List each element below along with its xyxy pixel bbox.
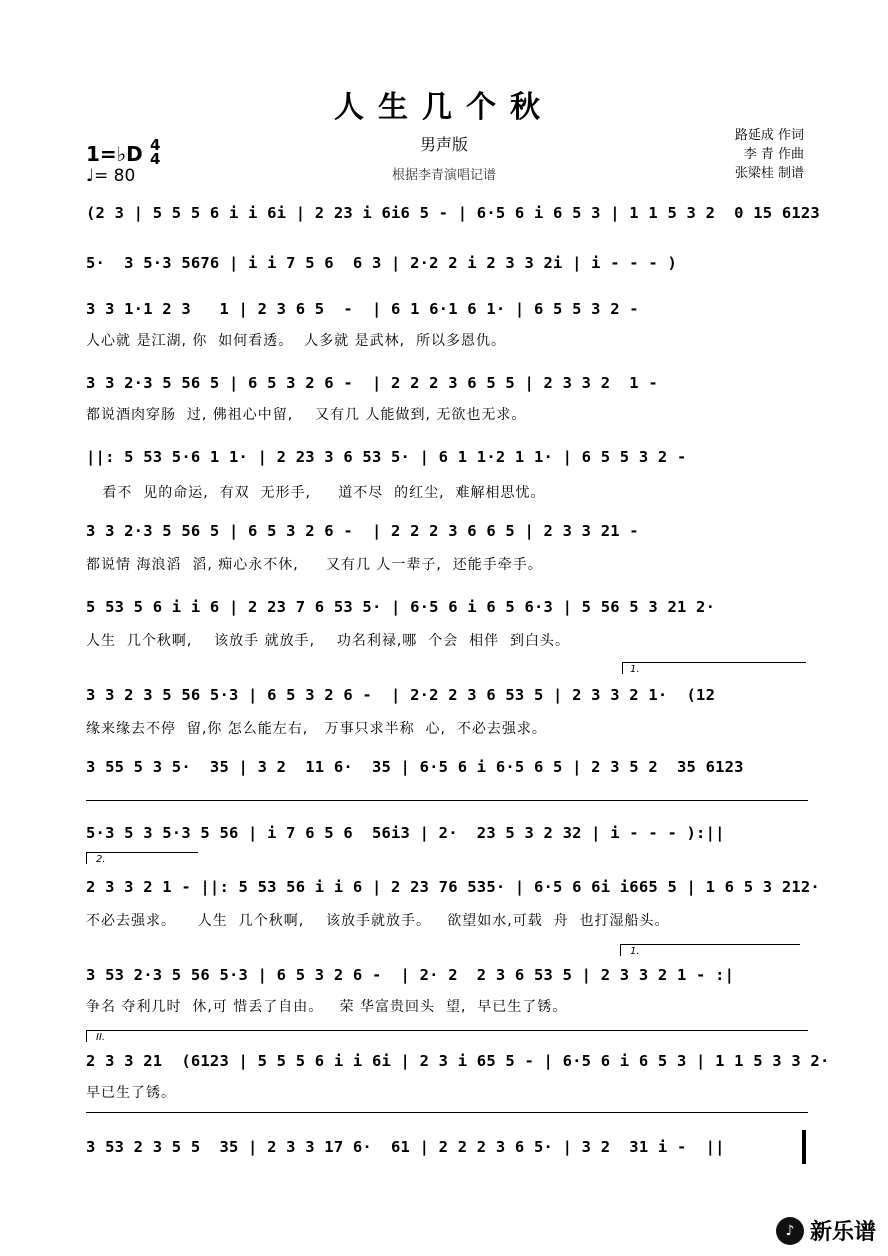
volta-bracket [620,944,800,945]
section-rule [86,800,808,801]
notation-line: 3 3 1·1 2 3 1 | 2 3 6 5 - | 6 1 6·1 6 1· | 6 5 5 3 2 - [86,300,639,318]
version-label: 男声版 [419,135,468,154]
notation-line: 5 53 5 6 i i 6 | 2 23 7 6 53 5· | 6·5 6 i 6 5 6·3 | 5 56 5 3 21 2· [86,598,716,616]
notation-line: (2 3 | 5 5 5 6 i i 6i | 2 23 i 6i6 5 - | 6·5 6 i 6 5 3 | 1 1 5 3 2 0 15 6123 [86,204,820,222]
lyric-line: 都说酒肉穿肠 过, 佛祖心中留, 又有几 人能做到, 无欲也无求。 [86,407,527,423]
volta-tick [86,1030,87,1042]
music-disc-icon: ♪ [776,1217,804,1245]
volta-tick [620,944,621,956]
volta-number: 2. [96,854,106,865]
watermark-text: 新乐谱 [809,1220,876,1245]
lyricist-credit: 路延成 作词 [734,128,804,143]
lyric-line: 人心就 是江湖, 你 如何看透。 人多就 是武林, 所以多恩仇。 [86,333,506,349]
volta-number: 1. [630,664,640,675]
watermark-logo [776,1215,876,1246]
section-rule [86,1112,808,1113]
lyric-line: 早已生了锈。 [86,1085,176,1101]
notation-line: 2 3 3 2 1 - ||: 5 53 56 i i 6 | 2 23 76 535· | 6·5 6 6i i665 5 | 1 6 5 3 212· [86,878,820,896]
volta-bracket [622,662,806,663]
lyric-line: 看不 见的命运, 有双 无形手, 道不尽 的红尘, 难解相思忧。 [86,485,546,501]
song-title: 人生几个秋 [334,90,554,125]
lyric-line: 不必去强求。 人生 几个秋啊, 该放手就放手。 欲望如水,可载 舟 也打湿船头。 [86,913,670,929]
notation-line: 5· 3 5·3 5676 | i i 7 5 6 6 3 | 2·2 2 i 2 3 3 2i | i - - - ) [86,254,677,272]
tempo-marking: ♩= 80 [86,166,136,186]
credits [735,126,804,183]
notation-line: 3 3 2·3 5 56 5 | 6 5 3 2 6 - | 2 2 2 3 6 5 5 | 2 3 3 2 1 - [86,374,658,392]
time-sig-bottom: 4 [150,150,161,168]
key-signature: 1=♭D [86,142,143,166]
volta-number: 1. [630,946,640,957]
arranger-credit: 张梁桂 制谱 [734,166,804,181]
volta-tick [622,662,623,674]
notation-line: 3 3 2 3 5 56 5·3 | 6 5 3 2 6 - | 2·2 2 3 6 53 5 | 2 3 3 2 1· (12 [86,686,716,704]
notation-line: 3 53 2·3 5 56 5·3 | 6 5 3 2 6 - | 2· 2 2 3 6 53 5 | 2 3 3 2 1 - :| [86,966,735,984]
source-note: 根据李青演唱记谱 [391,168,496,183]
volta-tick [86,852,87,864]
notation-line: 2 3 3 21 (6123 | 5 5 5 6 i i 6i | 2 3 i 65 5 - | 6·5 6 i 6 5 3 | 1 1 5 3 3 2· [86,1052,830,1070]
volta-bracket [86,1030,808,1031]
notation-line: 5·3 5 3 5·3 5 56 | i 7 6 5 6 56i3 | 2· 23 5 3 2 32 | i - - - ):|| [86,824,725,842]
notation-line: ||: 5 53 5·6 1 1· | 2 23 3 6 53 5· | 6 1 1·2 1 1· | 6 5 5 3 2 - [86,448,687,466]
notation-line: 3 55 5 3 5· 35 | 3 2 11 6· 35 | 6·5 6 i 6·5 6 5 | 2 3 5 2 35 6123 [86,758,744,776]
time-sig-top: 4 [150,136,161,154]
lyric-line: 缘来缘去不停 留,你 怎么能左右, 万事只求半称 心, 不必去强求。 [86,721,547,737]
final-barline [802,1130,806,1164]
lyric-line: 人生 几个秋啊, 该放手 就放手, 功名利禄,哪 个会 相伴 到白头。 [86,633,571,649]
composer-credit: 李 青 作曲 [743,147,804,162]
notation-line: 3 53 2 3 5 5 35 | 2 3 3 17 6· 61 | 2 2 2 3 6 5· | 3 2 31 i - || [86,1138,725,1156]
volta-bracket [86,852,198,853]
lyric-line: 都说情 海浪滔 滔, 痴心永不休, 又有几 人一辈子, 还能手牵手。 [86,557,543,573]
notation-line: 3 3 2·3 5 56 5 | 6 5 3 2 6 - | 2 2 2 3 6 6 5 | 2 3 3 21 - [86,522,639,540]
lyric-line: 争名 夺利几时 休,可 惜丢了自由。 荣 华富贵回头 望, 早已生了锈。 [86,999,568,1015]
volta-number: II. [96,1032,106,1043]
